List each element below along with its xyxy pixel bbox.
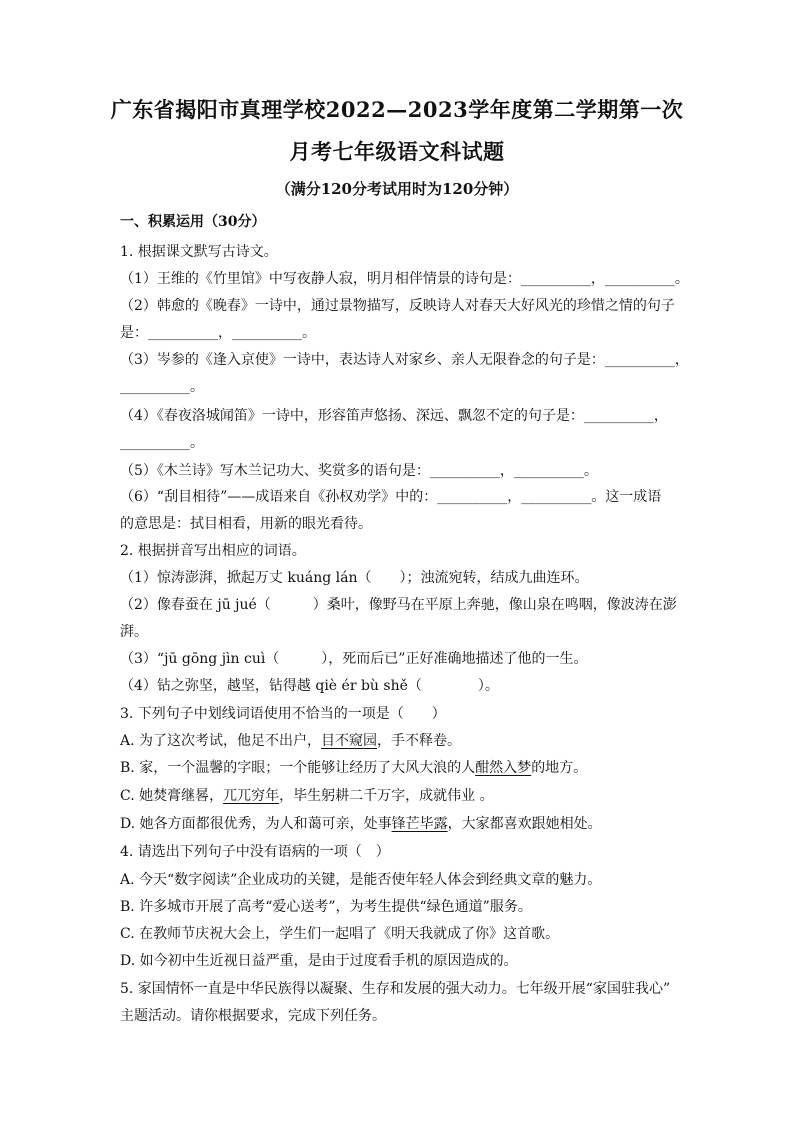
question-4-option-c: C. 在教师节庆祝大会上，学生们一起唱了《明天我就成了你》这首歌。: [120, 926, 560, 942]
question-1-part-5: （5）《木兰诗》写木兰记功大、奖赏多的语句是：__________，__________。: [120, 463, 598, 479]
question-5-stem-cont: 主题活动。请你根据要求，完成下列任务。: [120, 1008, 386, 1024]
option-text: C. 她焚膏继晷，: [120, 788, 224, 804]
underlined-phrase: 目不窥园: [321, 733, 378, 749]
option-text: ，大家都喜欢跟她相处。: [447, 816, 602, 832]
question-1-part-4-cont: __________。: [120, 435, 204, 451]
question-3-option-d: [120, 814, 690, 834]
question-5-stem: 5. 家国情怀一直是中华民族得以凝聚、生存和发展的强大动力。七年级开展“家国驻我心”: [120, 981, 671, 997]
question-2-part-4: （4）钻之弥坚，越坚，钻得越 qiè ér bù shě（ ）。: [120, 678, 499, 694]
underlined-phrase: 锋芒毕露: [391, 816, 448, 832]
question-1-part-6-cont: 的意思是：拭目相看，用新的眼光看待。: [120, 516, 372, 532]
underlined-phrase: 兀兀穷年: [223, 788, 280, 804]
exam-subtitle: （满分120分考试用时为120分钟）: [275, 180, 519, 198]
option-text: D. 她各方面都很优秀，为人和蔼可亲，处事: [120, 816, 392, 832]
option-text: A. 为了这次考试，他足不出户，: [120, 733, 322, 749]
question-1-part-3-cont: __________。: [120, 379, 204, 395]
section-heading: 一、积累运用（30分）: [120, 214, 266, 230]
question-1-part-2-cont: 是：__________，__________。: [120, 325, 316, 341]
question-4-stem: 4. 请选出下列句子中没有语病的一项（ ）: [120, 844, 390, 860]
question-3-option-a: [120, 731, 690, 751]
question-1-part-6: （6）“刮目相待”——成语来自《孙权劝学》中的：__________，__________。这一成语: [120, 489, 662, 505]
exam-title-line-2: 月考七年级语文科试题: [289, 139, 505, 164]
option-text: 的地方。: [531, 760, 588, 776]
question-4-option-a: A. 今天“数字阅读”企业成功的关键，是能否使年轻人体会到经典文章的魅力。: [120, 872, 602, 888]
option-text: ，手不释卷。: [377, 733, 462, 749]
question-2-part-1: （1）惊涛澎湃，掀起万丈 kuáng lán（ ）；浊流宛转，结成九曲连环。: [120, 570, 589, 586]
question-1-part-1: （1）王维的《竹里馆》中写夜静人寂，明月相伴情景的诗句是：__________，__________。: [120, 271, 689, 287]
question-1-part-4: （4）《春夜洛城闻笛》一诗中，形容笛声悠扬、深远、飘忽不定的句子是：__________，: [120, 408, 668, 424]
question-1-part-2: （2）韩愈的《晚春》一诗中，通过景物描写，反映诗人对春天大好风光的珍惜之情的句子: [120, 298, 675, 314]
exam-title-line-1: 广东省揭阳市真理学校2022—2023学年度第二学期第一次: [110, 97, 684, 122]
question-4-option-d: D. 如今初中生近视日益严重，是由于过度看手机的原因造成的。: [120, 953, 518, 969]
option-text: B. 家，一个温馨的字眼；一个能够让经历了大风大浪的人: [120, 760, 476, 776]
underlined-phrase: 酣然入梦: [475, 760, 532, 776]
question-2-part-3: （3）“jū gōng jìn cuì（ ），死而后已”正好准确地描述了他的一生。: [120, 651, 588, 667]
question-2-part-2-cont: 湃。: [120, 624, 148, 640]
question-1-part-3: （3）岑参的《逢入京使》一诗中，表达诗人对家乡、亲人无限眷念的句子是：__________，: [120, 352, 689, 368]
question-1-stem: 1. 根据课文默写古诗文。: [120, 244, 278, 260]
question-3-option-c: [120, 786, 690, 806]
question-2-part-2: （2）像春蚕在 jū jué（ ）桑叶，像野马在平原上奔驰，像山泉在鸣咽，像波涛在澎: [120, 597, 677, 613]
question-3-option-b: [120, 758, 690, 778]
question-2-stem: 2. 根据拼音写出相应的词语。: [120, 543, 306, 559]
question-4-option-b: B. 许多城市开展了高考“爱心送考”，为考生提供“绿色通道”服务。: [120, 899, 532, 915]
question-3-stem: 3. 下列句子中划线词语使用不恰当的一项是（ ）: [120, 706, 446, 722]
option-text: ，毕生躬耕二千万字，成就伟业 。: [279, 788, 494, 804]
